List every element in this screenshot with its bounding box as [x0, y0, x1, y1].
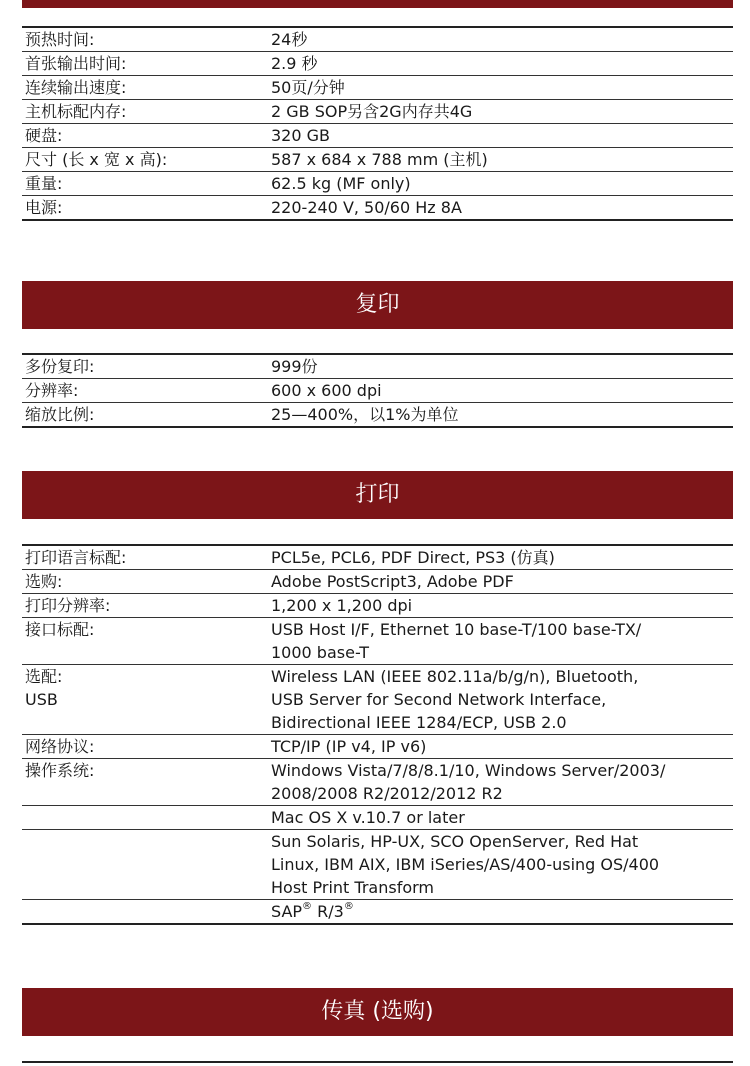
spec-value: 2 GB SOP另含2G内存共4G [271, 102, 473, 121]
spec-label: 主机标配内存: [25, 102, 127, 121]
copy-spec-table [22, 353, 733, 428]
spec-value: 2.9 秒 [271, 54, 318, 73]
registered-mark: ® [302, 901, 313, 912]
spec-value: Windows Vista/7/8/8.1/10, Windows Server/2003/ 2008/2008 R2/2012/2012 R2 [271, 761, 666, 803]
spec-value: 600 x 600 dpi [271, 381, 382, 400]
spec-value: Mac OS X v.10.7 or later [271, 808, 465, 827]
spec-row-dimensions [22, 148, 733, 172]
spec-value: 320 GB [271, 126, 330, 145]
registered-mark: ® [343, 901, 354, 912]
spec-label: 选配: USB [25, 667, 63, 709]
spec-label: 连续输出速度: [25, 78, 127, 97]
sap-r3-text: R/3 [312, 902, 344, 921]
spec-row-multi-copy [22, 355, 733, 379]
spec-label [22, 806, 271, 829]
spec-value: 999份 [271, 357, 318, 376]
spec-row-options [22, 665, 733, 735]
spec-row-power [22, 196, 733, 221]
spec-value: 24秒 [271, 30, 308, 49]
spec-value: 1,200 x 1,200 dpi [271, 596, 413, 615]
spec-row-pdl [22, 546, 733, 570]
spec-label: 预热时间: [25, 30, 95, 49]
spec-row-zoom [22, 403, 733, 428]
spec-value: 50页/分钟 [271, 78, 345, 97]
section-header-print: 打印 [22, 471, 733, 519]
spec-label: 尺寸 (长 x 宽 x 高): [25, 150, 168, 169]
spec-label: 多份复印: [25, 357, 95, 376]
spec-row-optional [22, 570, 733, 594]
spec-row-speed [22, 76, 733, 100]
spec-row-os-windows [22, 759, 733, 806]
spec-label: 操作系统: [25, 761, 95, 780]
spec-value-sap [271, 900, 733, 923]
table-top-rule [22, 1061, 733, 1063]
spec-label: 分辨率: [25, 381, 79, 400]
spec-value: Sun Solaris, HP-UX, SCO OpenServer, Red Hat Linux, IBM AIX, IBM iSeries/AS/400-using OS/400 Host Print Transform [271, 832, 660, 897]
spec-value: Wireless LAN (IEEE 802.11a/b/g/n), Bluetooth, USB Server for Second Network Interface, Bidirectional IEEE 1284/ECP, USB 2.0 [271, 667, 639, 732]
spec-value: TCP/IP (IP v4, IP v6) [271, 737, 427, 756]
spec-value: 220-240 V, 50/60 Hz 8A [271, 198, 462, 217]
spec-label: 缩放比例: [25, 405, 95, 424]
spec-label: 打印语言标配: [25, 548, 127, 567]
spec-value: 587 x 684 x 788 mm (主机) [271, 150, 488, 169]
spec-row-print-resolution [22, 594, 733, 618]
spec-row-hdd [22, 124, 733, 148]
spec-label: 重量: [25, 174, 63, 193]
spec-label [22, 900, 271, 923]
spec-value: 62.5 kg (MF only) [271, 174, 411, 193]
general-spec-table [22, 26, 733, 221]
spec-value: PCL5e, PCL6, PDF Direct, PS3 (仿真) [271, 548, 555, 567]
spec-row-resolution [22, 379, 733, 403]
spec-label: 电源: [25, 198, 63, 217]
spec-value: Adobe PostScript3, Adobe PDF [271, 572, 514, 591]
sap-text: SAP [271, 902, 303, 921]
spec-value: 25—400%，以1%为单位 [271, 405, 459, 424]
spec-label [22, 830, 271, 899]
spec-row-interface [22, 618, 733, 665]
section-header-copy: 复印 [22, 281, 733, 329]
spec-label: 硬盘: [25, 126, 63, 145]
spec-row-first-output [22, 52, 733, 76]
top-accent-bar [22, 0, 733, 8]
spec-row-os-mac [22, 806, 733, 830]
spec-row-protocol [22, 735, 733, 759]
spec-label: 选购: [25, 572, 63, 591]
spec-value: USB Host I/F, Ethernet 10 base-T/100 base-TX/ 1000 base-T [271, 620, 642, 662]
print-spec-table [22, 544, 733, 925]
spec-row-memory [22, 100, 733, 124]
spec-row-warmup [22, 28, 733, 52]
section-header-fax: 传真 (选购) [22, 988, 733, 1036]
spec-row-os-unix [22, 830, 733, 900]
spec-label: 网络协议: [25, 737, 95, 756]
spec-label: 打印分辨率: [25, 596, 111, 615]
spec-label: 接口标配: [25, 620, 95, 639]
spec-row-weight [22, 172, 733, 196]
spec-label: 首张输出时间: [25, 54, 127, 73]
spec-row-os-sap [22, 900, 733, 925]
